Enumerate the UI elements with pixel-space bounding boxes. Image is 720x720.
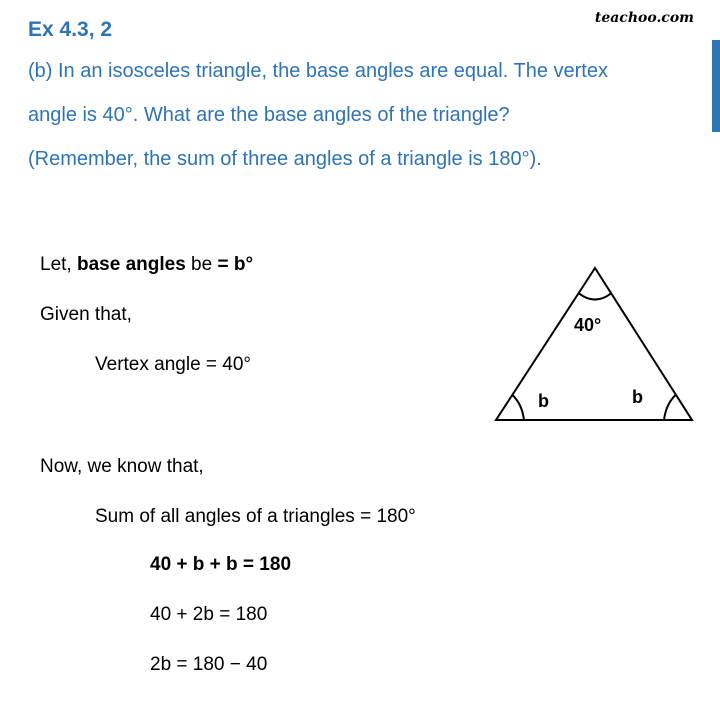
brand-logo: teachoo.com — [594, 10, 694, 26]
question-line-2: angle is 40°. What are the base angles of the triangle? — [28, 104, 510, 126]
left-angle-label: b — [538, 391, 549, 411]
let-statement — [40, 254, 253, 276]
top-angle-arc — [579, 293, 612, 299]
equation-2: 40 + 2b = 180 — [150, 604, 268, 625]
isosceles-triangle-diagram — [490, 262, 700, 432]
vertex-angle-line: Vertex angle = 40° — [95, 354, 252, 375]
right-angle-label: b — [632, 387, 643, 407]
exercise-title: Ex 4.3, 2 — [28, 18, 113, 41]
scroll-indicator-bar — [712, 40, 720, 132]
equation-3: 2b = 180 − 40 — [150, 654, 268, 675]
equation-1: 40 + b + b = 180 — [150, 554, 292, 575]
let-bold-term: base angles — [76, 254, 186, 275]
let-value: = b° — [217, 254, 254, 275]
let-prefix: Let, — [40, 254, 77, 275]
question-line-1: (b) In an isosceles triangle, the base angles are equal. The vertex — [28, 60, 608, 82]
given-label: Given that, — [40, 304, 132, 325]
now-label: Now, we know that, — [40, 456, 204, 477]
top-angle-label: 40° — [574, 315, 602, 335]
triangle-outline — [496, 268, 692, 420]
sum-statement: Sum of all angles of a triangles = 180° — [95, 506, 416, 527]
left-angle-arc — [512, 395, 524, 420]
right-angle-arc — [664, 395, 676, 420]
let-mid: be — [185, 254, 218, 275]
question-line-3: (Remember, the sum of three angles of a triangle is 180°). — [28, 148, 542, 170]
